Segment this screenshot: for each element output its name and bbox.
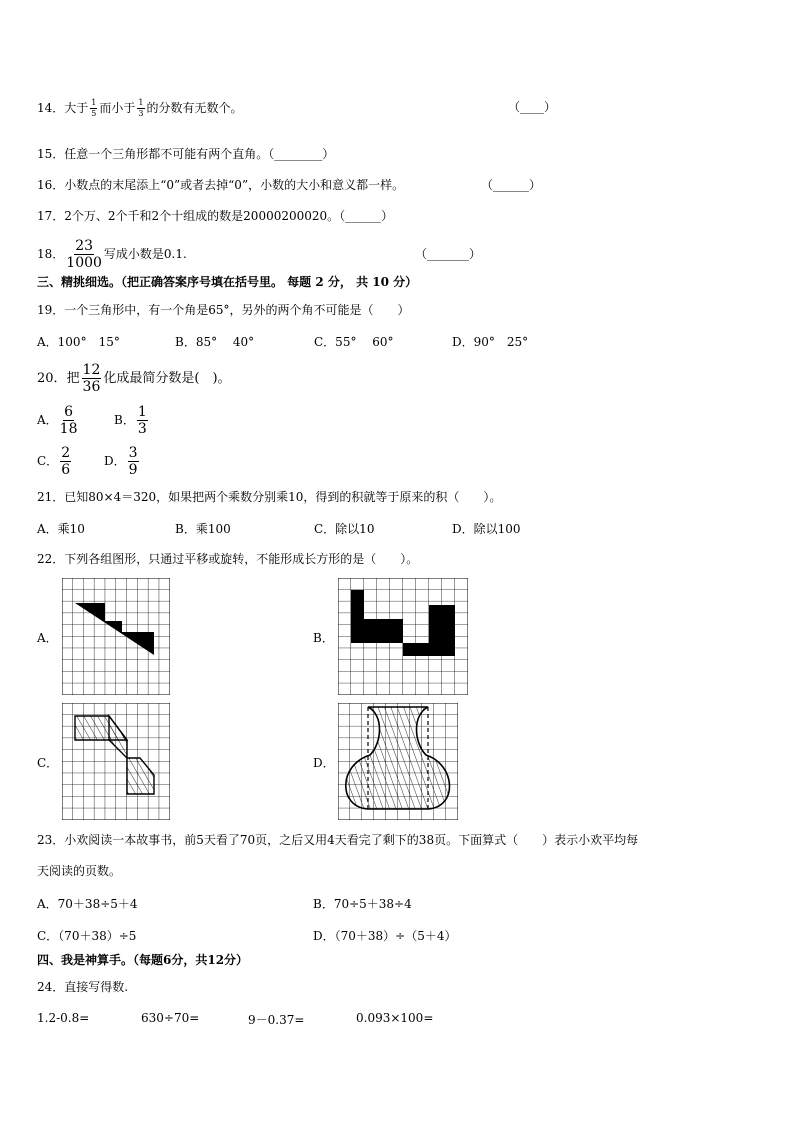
q24: 24．直接写得数.	[37, 980, 129, 994]
q20-c-den: 6	[61, 462, 71, 478]
q21: 21．已知80×4＝320，如果把两个乘数分别乘10，得到的积就等于原来的积（ ）。	[37, 490, 502, 504]
q24-item-3: 9－0.37=	[248, 1013, 305, 1027]
q20-d-label: D．	[104, 454, 126, 468]
q21-option-d: D．除以100	[452, 522, 521, 536]
q21-option-b: B．乘100	[175, 522, 231, 536]
q18-number: 18．	[37, 247, 65, 261]
q18-answer-paren: （_______）	[415, 247, 482, 261]
q20-a-den: 18	[59, 421, 78, 437]
q24-item-4: 0.093×100=	[356, 1011, 434, 1025]
q20-post: 化成最简分数是( )。	[103, 371, 231, 386]
q18	[37, 234, 187, 274]
q14	[37, 99, 243, 118]
q20-den: 36	[82, 379, 101, 395]
q23-line-1: 23．小欢阅读一本故事书，前5天看了70页，之后又用4天看完了剩下的38页。下面算式（ ）表示小欢平均每	[37, 833, 639, 847]
q24-item-2: 630÷70=	[141, 1011, 200, 1025]
section-4-title: 四、我是神算手。（每题6分，共12分）	[37, 953, 249, 967]
q20-c-label: C．	[37, 454, 59, 468]
q20-b-fraction	[137, 405, 148, 436]
q23-option-b: B．70÷5＋38÷4	[313, 897, 412, 911]
q19-option-d: D．90° 25°	[452, 335, 529, 349]
q15: 15．任意一个三角形都不可能有两个直角。（________）	[37, 147, 335, 161]
q22-figure-b	[338, 578, 468, 695]
q17: 17．2个万、2个千和2个十组成的数是20000200020。（______）	[37, 209, 394, 223]
q18-fraction	[66, 239, 102, 270]
q14-fraction-2	[137, 99, 144, 118]
q20-option-a	[37, 400, 80, 440]
q22-label-c: C．	[37, 756, 59, 770]
q14-number: 14．	[37, 101, 65, 115]
q18-num: 23	[75, 238, 94, 254]
q20-num: 12	[82, 362, 101, 378]
q20-option-d	[104, 441, 141, 481]
q14-pre: 大于	[64, 101, 89, 115]
q20-b-den: 3	[137, 421, 147, 437]
q20-fraction	[82, 363, 102, 394]
q18-den: 1000	[66, 255, 102, 271]
q19: 19．一个三角形中，有一个角是65°，另外的两个角不可能是（ ）	[37, 303, 410, 317]
q14-mid: 而小于	[99, 101, 136, 115]
q20-d-num: 3	[128, 445, 138, 461]
q20-c-num: 2	[61, 445, 71, 461]
q20-c-fraction	[60, 446, 71, 477]
q20-d-den: 9	[128, 462, 138, 478]
q23-option-c: C．（70＋38）÷5	[37, 929, 137, 943]
q22-figure-d	[338, 703, 458, 820]
q20-option-b	[114, 400, 150, 440]
q14-post: 的分数有无数个。	[146, 101, 243, 115]
q21-option-a: A．乘10	[37, 522, 85, 536]
q24-item-1: 1.2-0.8=	[37, 1011, 90, 1025]
q14-answer-paren: （____）	[508, 100, 557, 114]
q14-f1-den: 5	[91, 109, 97, 118]
q20-a-label: A．	[37, 413, 58, 427]
q22-figure-a	[62, 578, 170, 695]
q20	[37, 359, 231, 399]
q16-answer-paren: （______）	[481, 178, 542, 192]
q22-figure-c	[62, 703, 170, 820]
q22: 22．下列各组图形，只通过平移或旋转，不能形成长方形的是（ ）。	[37, 552, 419, 566]
q16: 16．小数点的末尾添上“0”或者去掉“0”，小数的大小和意义都一样。	[37, 178, 405, 192]
q19-option-c: C．55° 60°	[314, 335, 394, 349]
q20-a-num: 6	[64, 404, 74, 420]
q14-fraction-1	[90, 99, 97, 118]
q14-f2-den: 3	[138, 109, 144, 118]
q19-option-b: B．85° 40°	[175, 335, 255, 349]
q18-post: 写成小数是0.1.	[103, 247, 187, 261]
q23-option-d: D．（70＋38）÷（5＋4）	[313, 929, 457, 943]
q14-f2-num: 1	[138, 98, 144, 107]
q14-f1-num: 1	[91, 98, 97, 107]
q23-option-a: A．70＋38÷5＋4	[37, 897, 138, 911]
q20-b-num: 1	[137, 404, 147, 420]
q23-line-2: 天阅读的页数。	[37, 864, 122, 878]
q20-a-fraction	[60, 405, 78, 436]
q22-label-b: B．	[313, 631, 334, 645]
q20-b-label: B．	[114, 413, 135, 427]
q19-option-a: A．100° 15°	[37, 335, 120, 349]
q21-option-c: C．除以10	[314, 522, 375, 536]
q22-label-d: D．	[313, 756, 335, 770]
section-3-title: 三、精挑细选。（把正确答案序号填在括号里。 每题 2 分， 共 10 分）	[37, 275, 418, 289]
q20-pre: 20．把	[37, 371, 80, 386]
q20-option-c	[37, 441, 73, 481]
q22-label-a: A．	[37, 631, 58, 645]
q20-d-fraction	[128, 446, 139, 477]
